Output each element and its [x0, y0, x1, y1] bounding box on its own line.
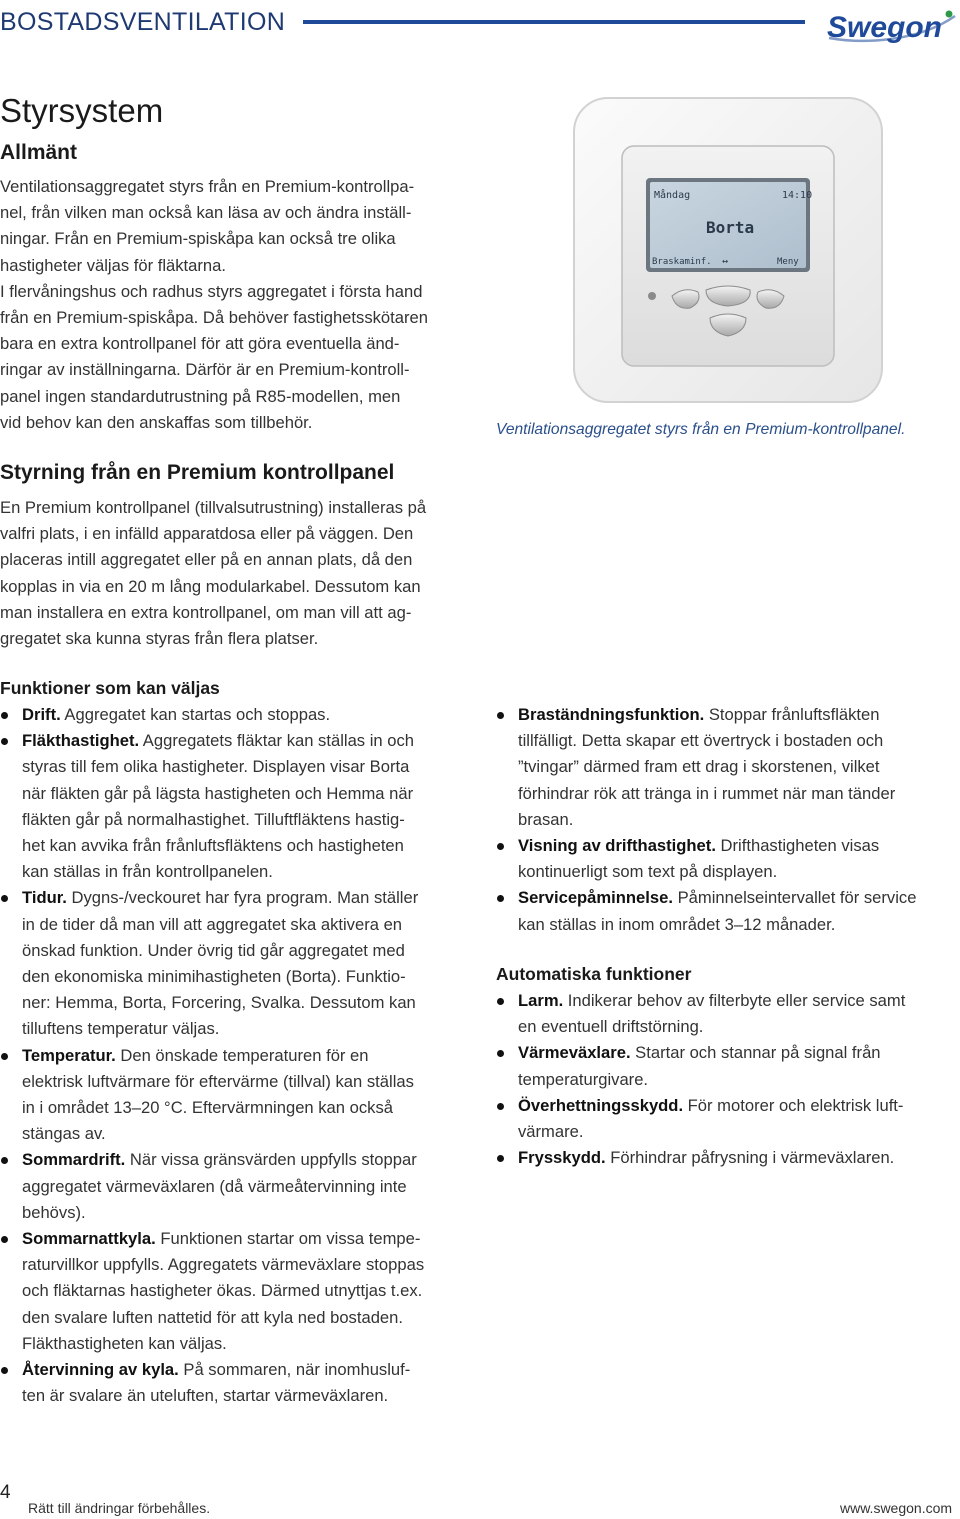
- item-term: Servicepåminnelse.: [518, 888, 673, 908]
- item-text: den svalare luften nattetid för att kyla ned bostaden.: [22, 1307, 403, 1327]
- item-term: Sommardrift.: [22, 1150, 126, 1170]
- footer-url[interactable]: www.swegon.com: [840, 1500, 953, 1516]
- item-text: in de tider då man vill att aggregatet ska aktivera en: [22, 914, 403, 934]
- item-text: På sommaren, när inomhusluf-: [178, 1360, 411, 1380]
- body-line: bara en extra kontrollpanel för att göra eventuella änd-: [0, 334, 400, 354]
- item-term: Återvinning av kyla.: [22, 1360, 179, 1380]
- item-text: kan ställas in inom området 3–12 månader.: [518, 914, 836, 934]
- item-text: när fläkten går på lägsta hastigheten och Hemma när: [22, 783, 414, 803]
- automatiska-list: [496, 988, 958, 1171]
- list-item: [0, 1147, 480, 1226]
- item-text: Den önskade temperaturen för en: [115, 1045, 369, 1065]
- item-text: ”tvingar” därmed fram ett drag i skorstenen, vilket: [518, 757, 880, 777]
- list-item: [0, 702, 480, 728]
- control-panel-photo: [572, 96, 884, 404]
- item-text: behövs).: [22, 1202, 86, 1222]
- item-text: kontinuerligt som text på displayen.: [518, 862, 778, 882]
- list-item: [0, 1226, 480, 1357]
- funktioner-list-right: [496, 702, 958, 938]
- item-text: och fläktarnas hastigheter ökas. Därmed utnyttjas t.ex.: [22, 1281, 423, 1301]
- body-line: man installera en extra kontrollpanel, om man vill att ag-: [0, 602, 412, 622]
- footer-note: Rätt till ändringar förbehålles.: [28, 1500, 211, 1516]
- item-text: förhindrar rök att tränga in i rummet när man tänder: [518, 783, 896, 803]
- list-item: [0, 728, 480, 885]
- item-text: het kan avvika från frånluftsfläktens och hastigheten: [22, 836, 404, 856]
- item-text: temperaturgivare.: [518, 1069, 649, 1089]
- lcd-status: Borta: [706, 218, 755, 237]
- item-text: Påminnelseintervallet för service: [672, 888, 917, 908]
- automatiska-heading: Automatiska funktioner: [496, 964, 692, 984]
- body-line: panel ingen standardutrustning på R85-modellen, men: [0, 386, 401, 406]
- lcd-left-label: Braskaminf.: [652, 257, 712, 267]
- item-text: önskad funktion. Under övrig tid går aggregatet med: [22, 940, 405, 960]
- item-text: fläkten går på normalhastighet. Tilluftfläktens hastig-: [22, 809, 405, 829]
- body-line: valfri plats, i en infälld apparatdosa eller på väggen. Den: [0, 524, 414, 544]
- item-text: Funktionen startar om vissa tempe-: [155, 1229, 421, 1249]
- body-line: En Premium kontrollpanel (tillvalsutrustning) installeras på: [0, 498, 427, 517]
- body-line: gregatet ska kunna styras från flera platser.: [0, 629, 319, 649]
- item-text: tillfälligt. Detta skapar ett övertryck i bostaden och: [518, 731, 884, 751]
- section-title: BOSTADSVENTILATION: [0, 8, 286, 36]
- list-item: [496, 885, 958, 937]
- lcd-arrows: ↔: [722, 256, 729, 267]
- item-text: tilluftens temperatur väljas.: [22, 1019, 220, 1039]
- list-item: [496, 702, 958, 833]
- item-term: Visning av drifthastighet.: [518, 836, 716, 856]
- lcd-menu-label: Meny: [777, 257, 799, 267]
- item-text: Fläkthastigheten kan väljas.: [22, 1333, 227, 1353]
- body-line: ringar av inställningarna. Därför är en Premium-kontroll-: [0, 360, 410, 380]
- list-item: [496, 833, 958, 885]
- item-text: För motorer och elektrisk luft-: [683, 1095, 904, 1115]
- photo-caption: Ventilationsaggregatet styrs från en Premium-kontrollpanel.: [496, 421, 906, 438]
- item-text: kan ställas in från kontrollpanelen.: [22, 862, 273, 882]
- brand-leaf-icon: [946, 11, 953, 18]
- styrning-body: [0, 495, 470, 652]
- item-text: aggregatet värmeväxlaren (då värmeåtervinning inte: [22, 1176, 407, 1196]
- status-led: [648, 292, 656, 300]
- item-term: Fläkthastighet.: [22, 731, 140, 751]
- item-text: När vissa gränsvärden uppfylls stoppar: [125, 1150, 417, 1170]
- item-text: in i området 13–20 °C. Eftervärmningen kan också: [22, 1098, 393, 1118]
- item-text: Stoppar frånluftsfläkten: [704, 705, 880, 724]
- item-text: Dygns-/veckouret har fyra program. Man ställer: [66, 888, 419, 908]
- item-text: Aggregatets fläktar kan ställas in och: [139, 731, 414, 751]
- page-number: 4: [0, 1482, 11, 1503]
- page-title: Styrsystem: [0, 92, 164, 129]
- list-item: [496, 1040, 958, 1092]
- item-text: värmare.: [518, 1122, 584, 1142]
- item-text: stängas av.: [22, 1124, 106, 1144]
- funktioner-list: [0, 702, 480, 1409]
- funktioner-heading: Funktioner som kan väljas: [0, 678, 220, 698]
- item-term: Överhettningsskydd.: [518, 1095, 684, 1115]
- allmant-heading: Allmänt: [0, 141, 78, 164]
- item-text: ner: Hemma, Borta, Forcering, Svalka. Dessutom kan: [22, 993, 416, 1013]
- item-text: raturvillkor uppfylls. Aggregatets värmeväxlare stoppas: [22, 1255, 425, 1275]
- swegon-logo: [823, 4, 960, 50]
- body-line: placeras intill aggregatet eller på en annan plats, då den: [0, 550, 413, 570]
- item-term: Drift.: [22, 705, 61, 724]
- item-term: Braständningsfunktion.: [518, 705, 705, 724]
- list-item: [496, 1145, 958, 1171]
- list-item: [0, 1357, 480, 1409]
- list-item: [0, 885, 480, 1042]
- body-line: Ventilationsaggregatet styrs från en Premium-kontrollpa-: [0, 177, 415, 196]
- body-line: från en Premium-spiskåpa. Då behöver fastighetsskötaren: [0, 308, 428, 328]
- item-term: Tidur.: [22, 888, 67, 908]
- lcd-day: Måndag: [654, 190, 691, 201]
- item-text: elektrisk luftvärmare för eftervärme (tillval) kan ställas: [22, 1071, 414, 1091]
- list-item: [496, 1093, 958, 1145]
- allmant-body: [0, 174, 470, 436]
- item-text: en eventuell driftstörning.: [518, 1017, 704, 1037]
- body-line: kopplas in via en 20 m lång modularkabel. Dessutom kan: [0, 576, 421, 596]
- header-rule: [303, 20, 805, 24]
- item-term: Värmeväxlare.: [518, 1043, 631, 1063]
- item-text: Drifthastigheten visas: [715, 836, 880, 856]
- item-text: den ekonomiska minimihastigheten (Borta). Funktio-: [22, 967, 406, 987]
- item-text: Aggregatet kan startas och stoppas.: [60, 705, 331, 724]
- item-term: Larm.: [518, 991, 564, 1010]
- body-line: vid behov kan den anskaffas som tillbehör.: [0, 412, 313, 432]
- list-item: [0, 1043, 480, 1148]
- item-term: Frysskydd.: [518, 1148, 606, 1168]
- item-term: Temperatur.: [22, 1045, 116, 1065]
- body-line: I flervåningshus och radhus styrs aggregatet i första hand: [0, 281, 423, 301]
- item-text: brasan.: [518, 809, 574, 829]
- styrning-heading: Styrning från en Premium kontrollpanel: [0, 461, 395, 484]
- item-text: ten är svalare än uteluften, startar värmeväxlaren.: [22, 1386, 389, 1406]
- item-text: styras till fem olika hastigheter. Displayen visar Borta: [22, 757, 410, 777]
- body-line: hastigheter väljas för fläktarna.: [0, 255, 226, 275]
- list-item: [496, 988, 958, 1040]
- body-line: ningar. Från en Premium-spiskåpa kan också tre olika: [0, 229, 396, 249]
- body-line: nel, från vilken man också kan läsa av och ändra inställ-: [0, 203, 412, 223]
- item-text: Förhindrar påfrysning i värmeväxlaren.: [605, 1148, 895, 1168]
- lcd-time: 14:10: [782, 190, 813, 201]
- item-term: Sommarnattkyla.: [22, 1229, 156, 1249]
- brand-wordmark: Swegon: [827, 11, 943, 44]
- item-text: Indikerar behov av filterbyte eller service samt: [563, 991, 906, 1010]
- item-text: Startar och stannar på signal från: [630, 1043, 881, 1063]
